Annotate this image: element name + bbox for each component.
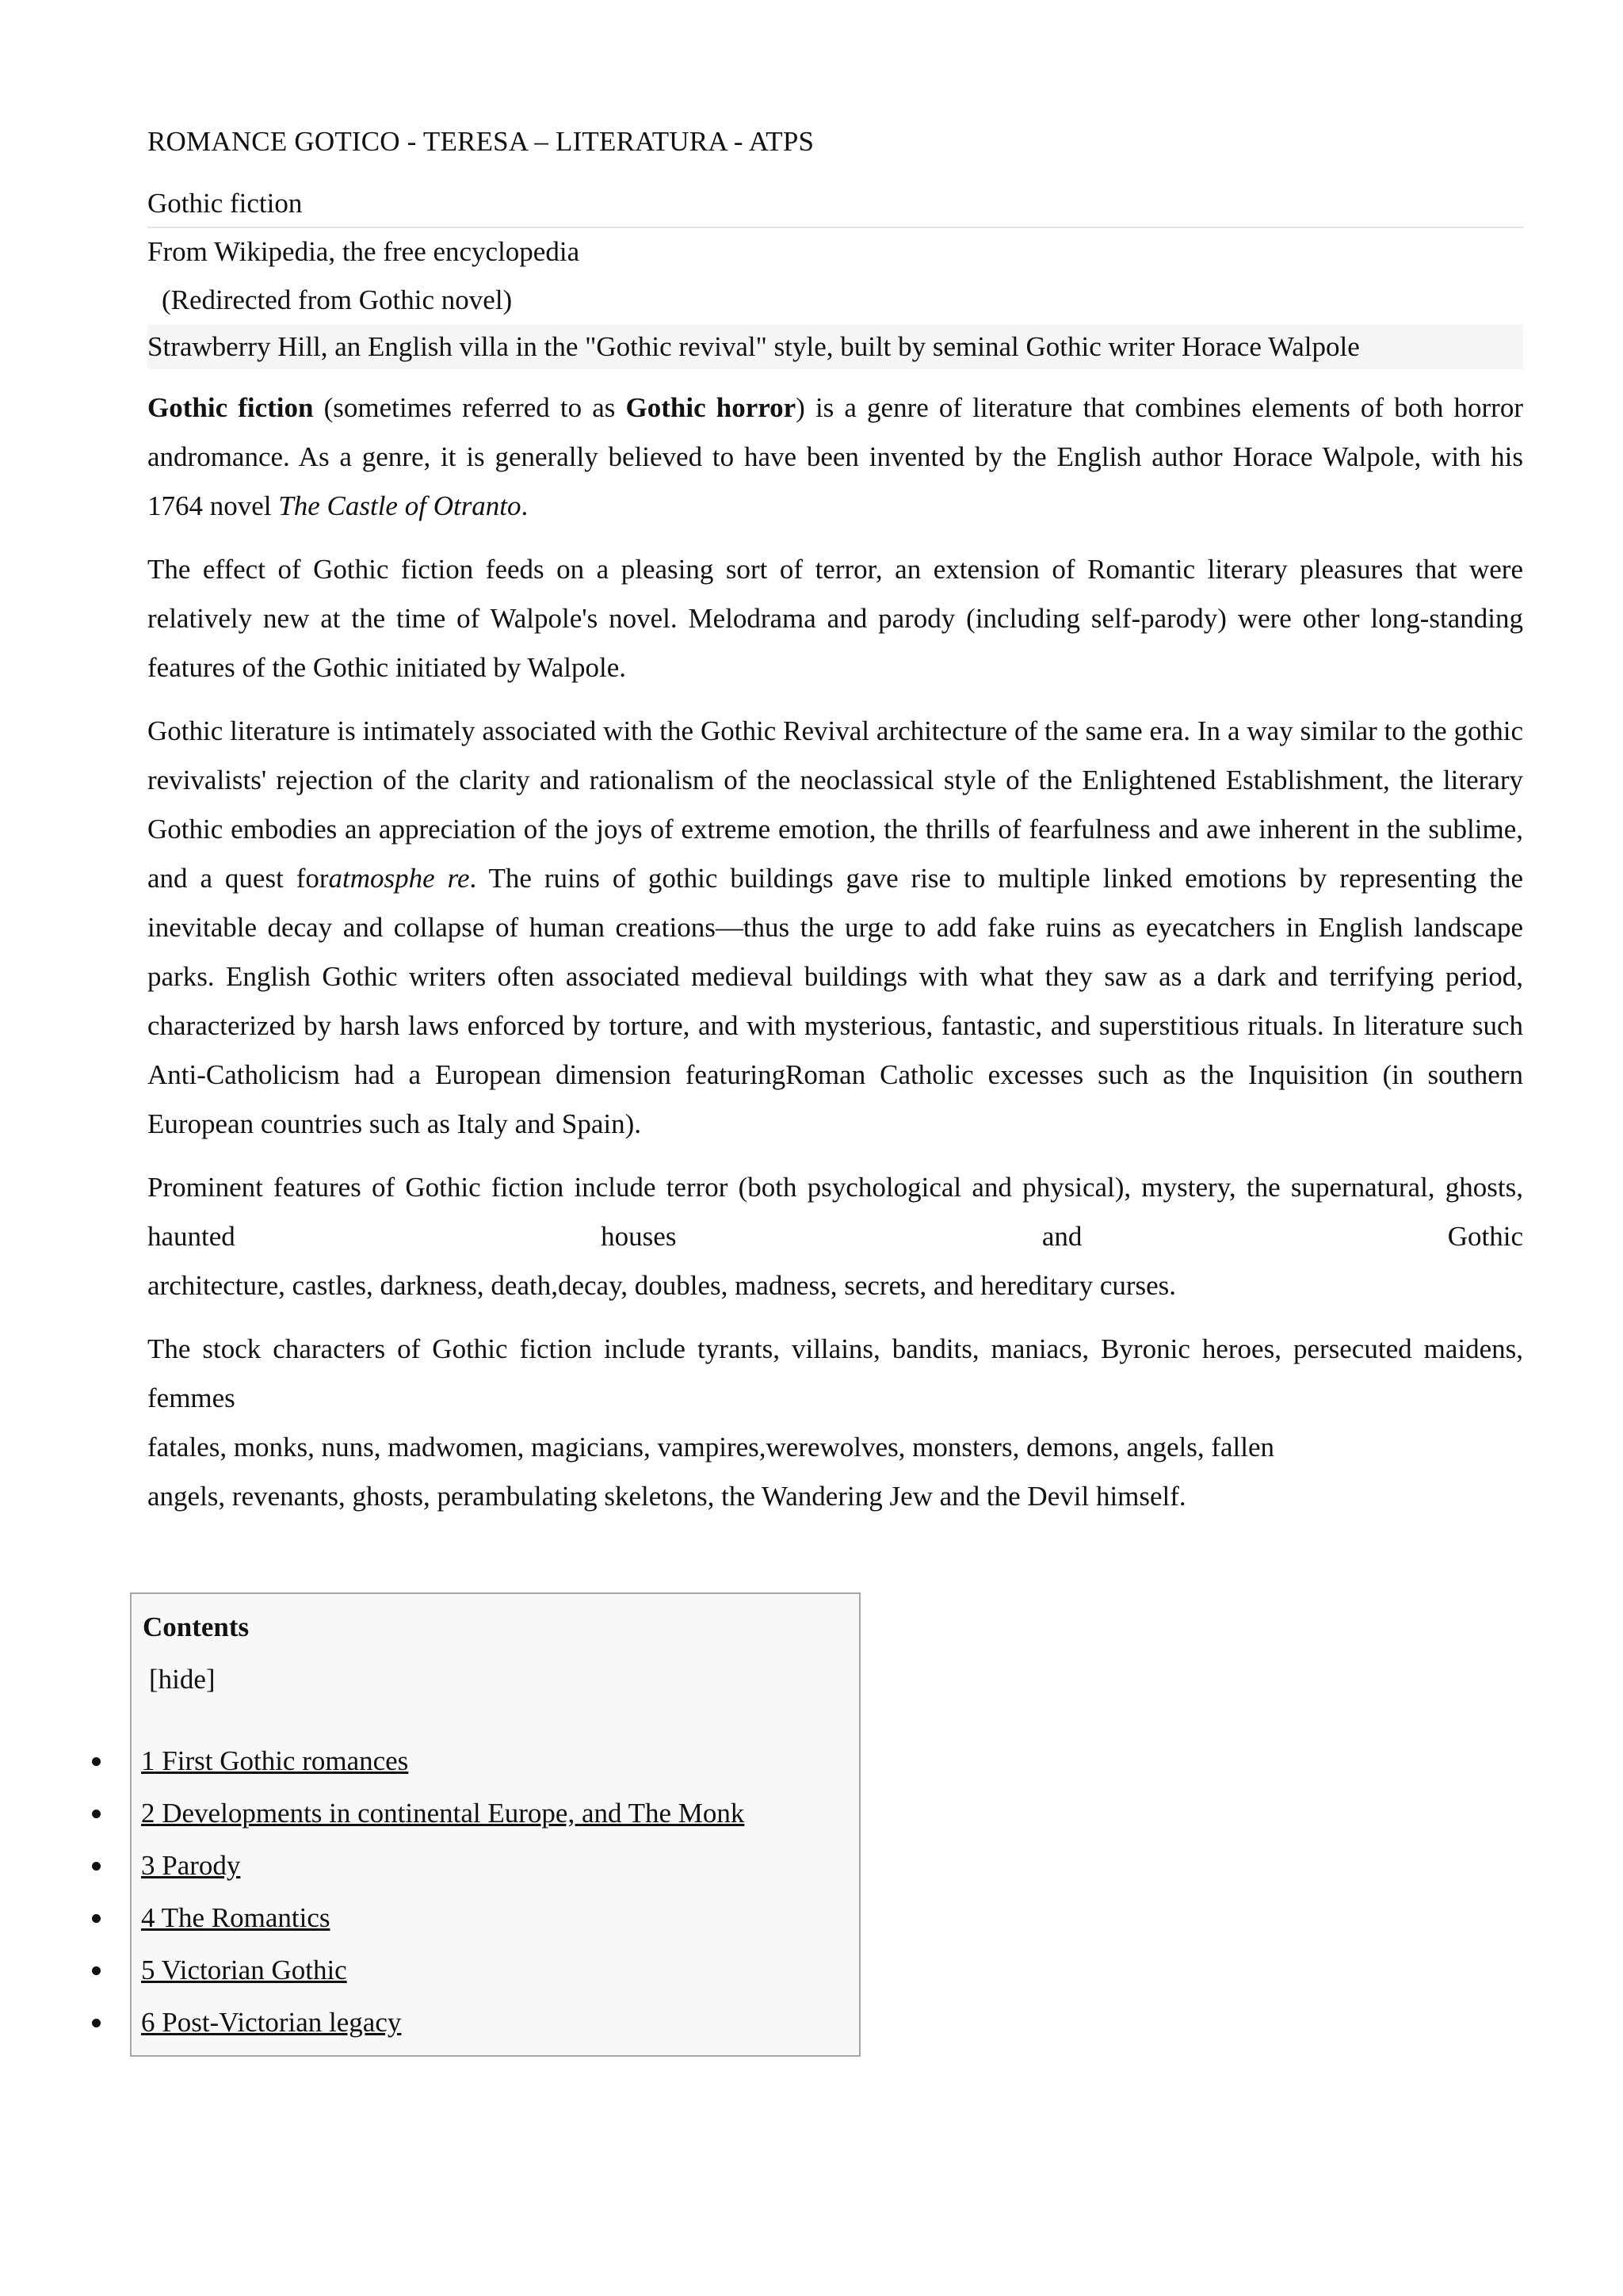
toc-link-victorian-gothic[interactable]: 5 Victorian Gothic — [141, 1955, 347, 1985]
document-heading: ROMANCE GOTICO - TERESA – LITERATURA - ATPS — [147, 126, 815, 157]
bullet-icon — [92, 2019, 101, 2027]
toc-hide-toggle[interactable]: [hide] — [149, 1664, 216, 1695]
redirect-note: (Redirected from Gothic novel) — [162, 284, 513, 315]
paragraph-characters: The stock characters of Gothic fiction include tyrants, villains, bandits, maniacs, Byronic heroes, persecuted maidens, femmes — [147, 1333, 1523, 1413]
paragraph-features — [147, 1163, 1523, 1261]
toc-item — [0, 1840, 792, 1892]
document-body — [147, 117, 1523, 1521]
image-caption: Strawberry Hill, an English villa in the "Gothic revival" style, built by seminal Gothic writer Horace Walpole — [147, 325, 1523, 369]
novel-title: The Castle of Otranto — [278, 490, 521, 521]
intro-text-1: (sometimes referred to as — [313, 392, 626, 423]
toc-link-the-romantics[interactable]: 4 The Romantics — [141, 1902, 330, 1933]
architecture-text-1: Gothic literature is intimately associated with the Gothic Revival architecture of the same era. In a way similar to the gothic revivalists' rejection of the clarity and rationalism of the neoclassical style of the Enlightened Establishment, the literary Gothic embodies an appreciation of the joys of extreme emotion, the thrills of fearfulness and awe inherent in the sublime, and a quest for — [147, 715, 1523, 894]
toc-link-first-gothic-romances[interactable]: 1 First Gothic romances — [141, 1745, 409, 1776]
features-text-2: houses and Gothic — [601, 1221, 1523, 1252]
toc-item — [0, 1787, 792, 1840]
features-text-1: Prominent features of Gothic fiction include terror (both psychological and physical), mystery, the supernatural, ghosts, haunted — [147, 1172, 1523, 1252]
bullet-icon — [92, 1914, 101, 1923]
toc-item — [0, 1944, 792, 1997]
toc-link-post-victorian-legacy[interactable]: 6 Post-Victorian legacy — [141, 2007, 402, 2038]
toc-link-developments[interactable]: 2 Developments in continental Europe, and The Monk — [141, 1798, 745, 1829]
bullet-icon — [92, 1966, 101, 1975]
article-title: Gothic fiction — [147, 181, 1523, 228]
intro-text-2: ) is a genre of literature that combines elements of both horror andromance. As a genre, it is generally believed to have been invented by the English author Horace Walpole, with his 1764 novel — [147, 392, 1523, 521]
paragraph-intro — [147, 383, 1523, 531]
toc-item — [0, 1735, 792, 1787]
bullet-icon — [92, 1757, 101, 1766]
toc-title: Contents — [143, 1611, 250, 1642]
paragraph-effect: The effect of Gothic fiction feeds on a pleasing sort of terror, an extension of Romantic literary pleasures that were relatively new at the time of Walpole's novel. Melodrama and parody (including self-parody) were other long-standing features of the Gothic initiated by Walpole. — [147, 554, 1523, 683]
architecture-text-2: . The ruins of gothic buildings gave rise to multiple linked emotions by representing the inevitable decay and collapse of human creations—thus the urge to add fake ruins as eyecatchers in English landscape parks. English Gothic writers often associated medieval buildings with what they saw as a dark and terrifying period, characterized by harsh laws enforced by torture, and with mysterious, fantastic, and superstitious rituals. In literature such Anti-Catholicism had a European dimension featuringRoman Catholic excesses such as the Inquisition (in southern European countries such as Italy and Spain). — [147, 863, 1524, 1139]
characters-line-3: angels, revenants, ghosts, perambulating skeletons, the Wandering Jew and the Devil himself. — [147, 1481, 1186, 1512]
article-source: From Wikipedia, the free encyclopedia — [147, 236, 580, 267]
atmosphere-term: atmosphe re — [328, 863, 470, 894]
characters-line-2: fatales, monks, nuns, madwomen, magicians, vampires,werewolves, monsters, demons, angels, fallen — [147, 1432, 1275, 1463]
toc-list — [0, 1735, 792, 2049]
bullet-icon — [92, 1810, 101, 1818]
toc-item — [0, 1997, 792, 2049]
paragraph-features-cont: architecture, castles, darkness, death,decay, doubles, madness, secrets, and hereditary curses. — [147, 1270, 1177, 1301]
bullet-icon — [92, 1862, 101, 1871]
term-gothic-horror: Gothic horror — [625, 392, 796, 423]
toc-item — [0, 1892, 792, 1944]
intro-text-3: . — [521, 490, 529, 521]
term-gothic-fiction: Gothic fiction — [147, 392, 314, 423]
paragraph-architecture — [147, 707, 1523, 1149]
toc-link-parody[interactable]: 3 Parody — [141, 1850, 241, 1881]
